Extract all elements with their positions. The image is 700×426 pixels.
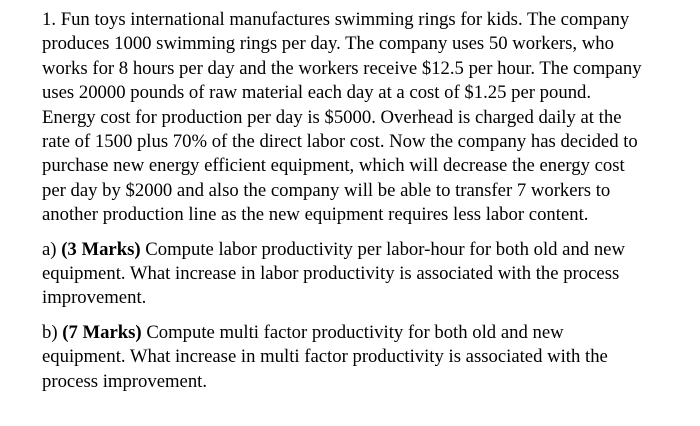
part-a-line: equipment. What increase in labor productivity is associated with the process xyxy=(42,263,620,285)
part-a-label: a) xyxy=(42,238,62,260)
question-line: works for 8 hours per day and the workers receive $12.5 per hour. The company xyxy=(42,57,642,79)
part-a-text: Compute labor productivity per labor-hour for both old and new xyxy=(140,238,625,260)
question-line: rate of 1500 plus 70% of the direct labor cost. Now the company has decided to xyxy=(42,131,638,153)
part-b-label: b) xyxy=(42,321,63,343)
question-line: per day by $2000 and also the company will be able to transfer 7 workers to xyxy=(42,179,611,201)
question-line: produces 1000 swimming rings per day. The company uses 50 workers, who xyxy=(42,33,614,55)
question-line: 1. Fun toys international manufactures swimming rings for kids. The company xyxy=(42,9,630,30)
part-b-line: equipment. What increase in multi factor productivity is associated with the xyxy=(42,346,608,368)
part-a-line: improvement. xyxy=(42,287,147,309)
document-body xyxy=(42,8,682,394)
part-a-marks: (3 Marks) xyxy=(61,238,141,260)
part-b-line: process improvement. xyxy=(42,370,208,392)
part-b-marks: (7 Marks) xyxy=(62,321,142,343)
question-line: Energy cost for production per day is $5000. Overhead is charged daily at the xyxy=(42,106,622,128)
part-a-paragraph xyxy=(42,238,682,311)
part-b-text: Compute multi factor productivity for both old and new xyxy=(141,321,564,343)
paragraph-spacer xyxy=(42,311,682,321)
question-line: another production line as the new equipment requires less labor content. xyxy=(42,204,589,226)
question-paragraph xyxy=(42,8,682,228)
part-b-first-line xyxy=(42,321,682,345)
paragraph-spacer xyxy=(42,228,682,238)
question-line: uses 20000 pounds of raw material each day at a cost of $1.25 per pound. xyxy=(42,82,592,104)
part-b-paragraph xyxy=(42,321,682,394)
part-a-first-line xyxy=(42,238,682,262)
question-line: purchase new energy efficient equipment, which will decrease the energy cost xyxy=(42,155,625,177)
